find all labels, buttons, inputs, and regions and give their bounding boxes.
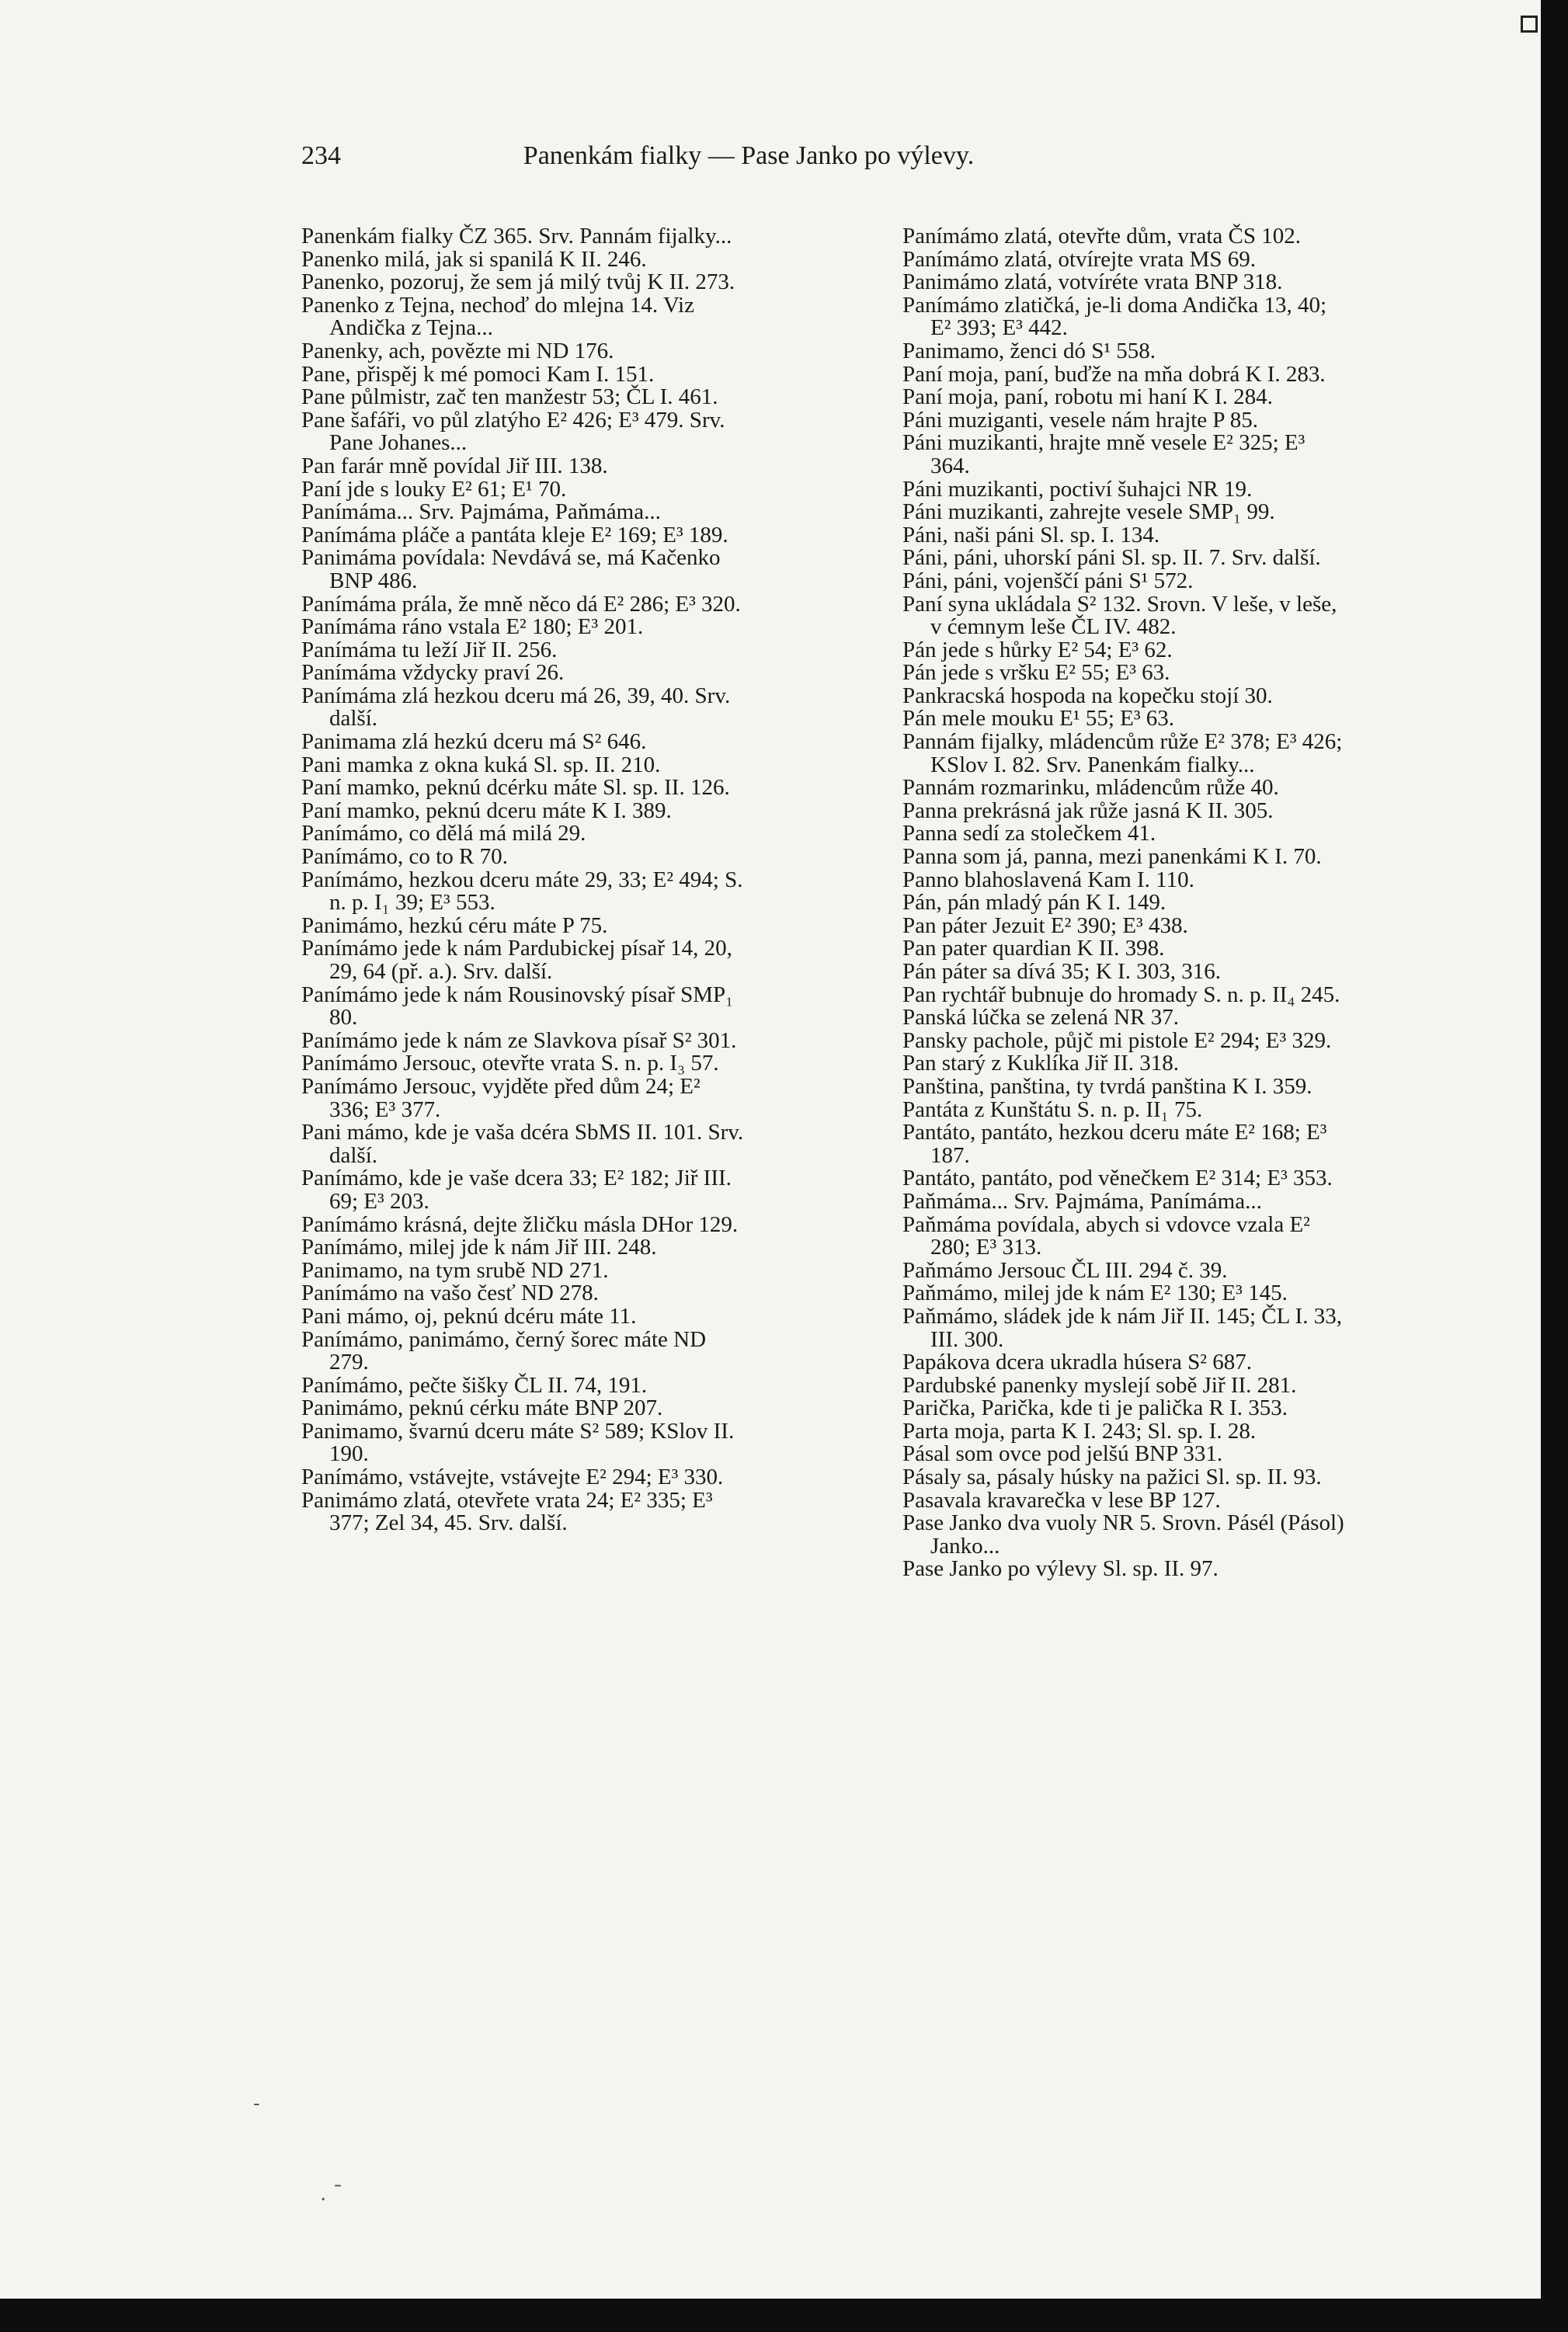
index-entry: Páni, páni, uhorskí páni Sl. sp. II. 7. Srv. další. (902, 545, 1321, 571)
index-entry: Panímáma zlá hezkou dceru má 26, 39, 40. Srv. další. (301, 683, 731, 732)
index-entry: Panímámo Jersouc, vyjděte před dům 24; E² 336; E³ 377. (301, 1073, 701, 1122)
index-entry: Panenko z Tejna, nechoď do mlejna 14. Viz Andička z Tejna... (301, 292, 694, 341)
index-entry: Panímámo, co to R 70. (301, 844, 508, 870)
index-entry: Panenko milá, jak si spanilá K II. 246. (301, 246, 647, 272)
index-entry: Paní jde s louky E² 61; E¹ 70. (301, 476, 567, 502)
index-entry: Pane, přispěj k mé pomoci Kam I. 151. (301, 361, 655, 387)
index-entry: Paňmámo Jersouc ČL III. 294 č. 39. (902, 1257, 1228, 1283)
index-entry: Panímámo, milej jde k nám Jiř III. 248. (301, 1235, 657, 1260)
index-entry: Pane půlmistr, zač ten manžestr 53; ČL I. 461. (301, 384, 718, 410)
index-entry: Pase Janko po výlevy Sl. sp. II. 97. (902, 1556, 1219, 1582)
index-entry: Panská lúčka se zelená NR 37. (902, 1005, 1179, 1030)
index-entry: Pan rychtář bubnuje do hromady S. n. p. II₄ 245. (902, 982, 1340, 1007)
scan-edge-right (1541, 0, 1568, 2332)
index-entry: Pán, pán mladý pán K I. 149. (902, 890, 1166, 916)
index-entry: Pardubské panenky myslejí sobě Jiř II. 281. (902, 1372, 1297, 1398)
index-entry: Páni muzikanti, poctiví šuhajci NR 19. (902, 476, 1253, 502)
index-entry: Panímámo, panimámo, černý šorec máte ND 279. (301, 1326, 707, 1375)
index-entry: Panímáma vždycky praví 26. (301, 660, 565, 686)
index-entry: Panímáma... Srv. Pajmáma, Paňmáma... (301, 499, 661, 525)
index-entry: Pantáto, pantáto, pod věnečkem E² 314; E³ 353. (902, 1166, 1333, 1191)
index-entry: Panimama zlá hezkú dceru má S² 646. (301, 729, 647, 755)
index-entry: Papákova dcera ukradla húsera S² 687. (902, 1350, 1252, 1375)
page-header (301, 141, 1196, 188)
index-entry: Pannám rozmarinku, mládencům růže 40. (902, 775, 1279, 801)
index-entry: Pane šafáři, vo půl zlatýho E² 426; E³ 479. Srv. Pane Johanes... (301, 407, 725, 456)
index-entry: Paňmáma povídala, abych si vdovce vzala E² 280; E³ 313. (902, 1211, 1310, 1260)
index-entry: Pase Janko dva vuoly NR 5. Srovn. Pásél (Pásol) Janko... (902, 1510, 1344, 1559)
index-entry: Páni muzikanti, zahrejte vesele SMP₁ 99. (902, 499, 1275, 525)
index-entry: Panímámo, pečte šišky ČL II. 74, 191. (301, 1372, 648, 1398)
index-entry: Panimamo, na tym srubě ND 271. (301, 1257, 609, 1283)
page-number: 234 (301, 141, 341, 170)
index-entry: Panímámo, vstávejte, vstávejte E² 294; E³ 330. (301, 1465, 724, 1490)
index-entry: Panímámo, kde je vaše dcera 33; E² 182; Jiř III. 69; E³ 203. (301, 1166, 732, 1214)
index-entry: Paňmámo, milej jde k nám E² 130; E³ 145. (902, 1281, 1288, 1306)
index-entry: Pantáto, pantáto, hezkou dceru máte E² 168; E³ 187. (902, 1120, 1327, 1168)
index-entry: Panimámo zlatá, votvíréte vrata BNP 318. (902, 269, 1283, 295)
index-entry: Panímámo jede k nám ze Slavkova písař S² 301. (301, 1027, 737, 1053)
index-entry: Paní syna ukládala S² 132. Srovn. V leše, v leše, v ćemnym leše ČL IV. 482. (902, 591, 1337, 640)
scan-speck: . ˉ (320, 2182, 343, 2205)
index-entry: Panna som já, panna, mezi panenkámi K I. 70. (902, 844, 1322, 870)
index-entry: Panimamo, švarnú dceru máte S² 589; KSlov II. 190. (301, 1418, 735, 1467)
index-entry: Panímáma tu leží Jiř II. 256. (301, 637, 558, 662)
index-entry: Panímámo zlatá, otevřte dům, vrata ČS 102. (902, 224, 1302, 248)
index-entry: Panna sedí za stolečkem 41. (902, 821, 1156, 846)
index-entry: Panímámo jede k nám Rousinovský písař SMP₁ 80. (301, 982, 734, 1030)
index-entry: Pán páter sa dívá 35; K I. 303, 316. (902, 959, 1221, 984)
index-entry: Panna prekrásná jak růže jasná K II. 305. (902, 798, 1274, 823)
index-entry: Paní moja, paní, robotu mi haní K I. 284. (902, 384, 1273, 410)
index-entry: Panenko, pozoruj, že sem já milý tvůj K II. 273. (301, 269, 735, 295)
index-entry: Pan páter Jezuit E² 390; E³ 438. (902, 912, 1188, 938)
index-entry: Panenkám fialky ČZ 365. Srv. Pannám fijalky... (301, 224, 732, 248)
index-entry: Panímáma prála, že mně něco dá E² 286; E³ 320. (301, 591, 741, 617)
index-entry: Panimámo, peknú cérku máte BNP 207. (301, 1395, 663, 1421)
index-entry: Paňmámo, sládek jde k nám Jiř II. 145; ČL I. 33, III. 300. (902, 1303, 1342, 1352)
index-entry: Parička, Parička, kde ti je palička R I. 353. (902, 1395, 1288, 1421)
scan-corner-marker (1521, 16, 1538, 33)
index-entry: Pantáta z Kunštátu S. n. p. II₁ 75. (902, 1096, 1203, 1122)
index-entry: Pan starý z Kuklíka Jiř II. 318. (902, 1051, 1179, 1076)
index-entry: Panimámo zlatá, otevřete vrata 24; E² 335; E³ 377; Zel 34, 45. Srv. další. (301, 1487, 713, 1536)
index-entry: Parta moja, parta K I. 243; Sl. sp. I. 28. (902, 1418, 1257, 1444)
index-entry: Paní moja, paní, buďže na mňa dobrá K I. 283. (902, 361, 1326, 387)
index-entry: Páni, páni, vojenščí páni S¹ 572. (902, 568, 1194, 593)
running-title: Panenkám fialky — Pase Janko po výlevy. (523, 141, 975, 170)
index-entry: Panimámo, hezkú céru máte P 75. (301, 912, 608, 938)
index-entry: Pásaly sa, pásaly húsky na pažici Sl. sp. II. 93. (902, 1465, 1322, 1490)
index-entry: Panímáma pláče a pantáta kleje E² 169; E³ 189. (301, 522, 728, 547)
index-entry: Panimamo, ženci dó S¹ 558. (902, 338, 1156, 363)
index-entry: Panno blahoslavená Kam I. 110. (902, 867, 1194, 892)
index-entry: Pani mamka z okna kuká Sl. sp. II. 210. (301, 752, 661, 777)
index-entry: Pankracská hospoda na kopečku stojí 30. (902, 683, 1273, 708)
index-entry: Pan pater quardian K II. 398. (902, 936, 1165, 961)
index-entry: Panímámo jede k nám Pardubickej písař 14, 20, 29, 64 (př. a.). Srv. další. (301, 936, 732, 984)
index-entry: Panímámo zlatičká, je-li doma Andička 13, 40; E² 393; E³ 442. (902, 292, 1327, 341)
index-entry: Panímámo, co dělá má milá 29. (301, 821, 586, 846)
index-column-right (902, 225, 1345, 1581)
index-entry: Panímámo krásná, dejte žličku másla DHor 129. (301, 1211, 739, 1237)
index-entry: Pansky pachole, půjč mi pistole E² 294; E³ 329. (902, 1027, 1332, 1053)
index-entry: Paní mamko, peknú dcérku máte Sl. sp. II. 126. (301, 775, 730, 801)
index-entry: Pani mámo, oj, peknú dcéru máte 11. (301, 1303, 637, 1329)
index-column-left (301, 225, 744, 1535)
index-entry: Pasavala kravarečka v lese BP 127. (902, 1487, 1221, 1513)
scan-speck: - (253, 2092, 260, 2115)
index-entry: Pán mele mouku E¹ 55; E³ 63. (902, 706, 1175, 732)
index-entry: Paní mamko, peknú dceru máte K I. 389. (301, 798, 672, 823)
index-entry: Panímámo, hezkou dceru máte 29, 33; E² 494; S. n. p. I₁ 39; E³ 553. (301, 867, 743, 916)
index-entry: Panímámo zlatá, otvírejte vrata MS 69. (902, 246, 1257, 272)
index-entry: Páni, naši páni Sl. sp. I. 134. (902, 522, 1160, 547)
index-entry: Panímáma ráno vstala E² 180; E³ 201. (301, 614, 644, 640)
index-entry: Pásal som ovce pod jelšú BNP 331. (902, 1441, 1223, 1467)
index-entry: Páni muzikanti, hrajte mně vesele E² 325; E³ 364. (902, 430, 1306, 478)
index-entry: Pán jede s hůrky E² 54; E³ 62. (902, 637, 1173, 662)
index-entry: Panenky, ach, povězte mi ND 176. (301, 338, 614, 363)
index-entry: Panština, panština, ty tvrdá panština K I. 359. (902, 1073, 1312, 1099)
index-entry: Páni muziganti, vesele nám hrajte P 85. (902, 407, 1258, 433)
scan-edge-bottom (0, 2299, 1568, 2332)
index-entry: Panímámo na vašo česť ND 278. (301, 1281, 599, 1306)
index-entry: Pani mámo, kde je vaša dcéra SbMS II. 101. Srv. další. (301, 1120, 744, 1168)
index-entry: Pannám fijalky, mládencům růže E² 378; E³ 426; KSlov I. 82. Srv. Panenkám fialky... (902, 729, 1343, 777)
index-entry: Pan farár mně povídal Jiř III. 138. (301, 453, 608, 478)
index-entry: Panimáma povídala: Nevdává se, má Kačenko BNP 486. (301, 545, 721, 593)
index-entry: Paňmáma... Srv. Pajmáma, Panímáma... (902, 1188, 1262, 1214)
index-entry: Pán jede s vršku E² 55; E³ 63. (902, 660, 1170, 686)
index-entry: Panímámo Jersouc, otevřte vrata S. n. p. I₃ 57. (301, 1051, 719, 1076)
